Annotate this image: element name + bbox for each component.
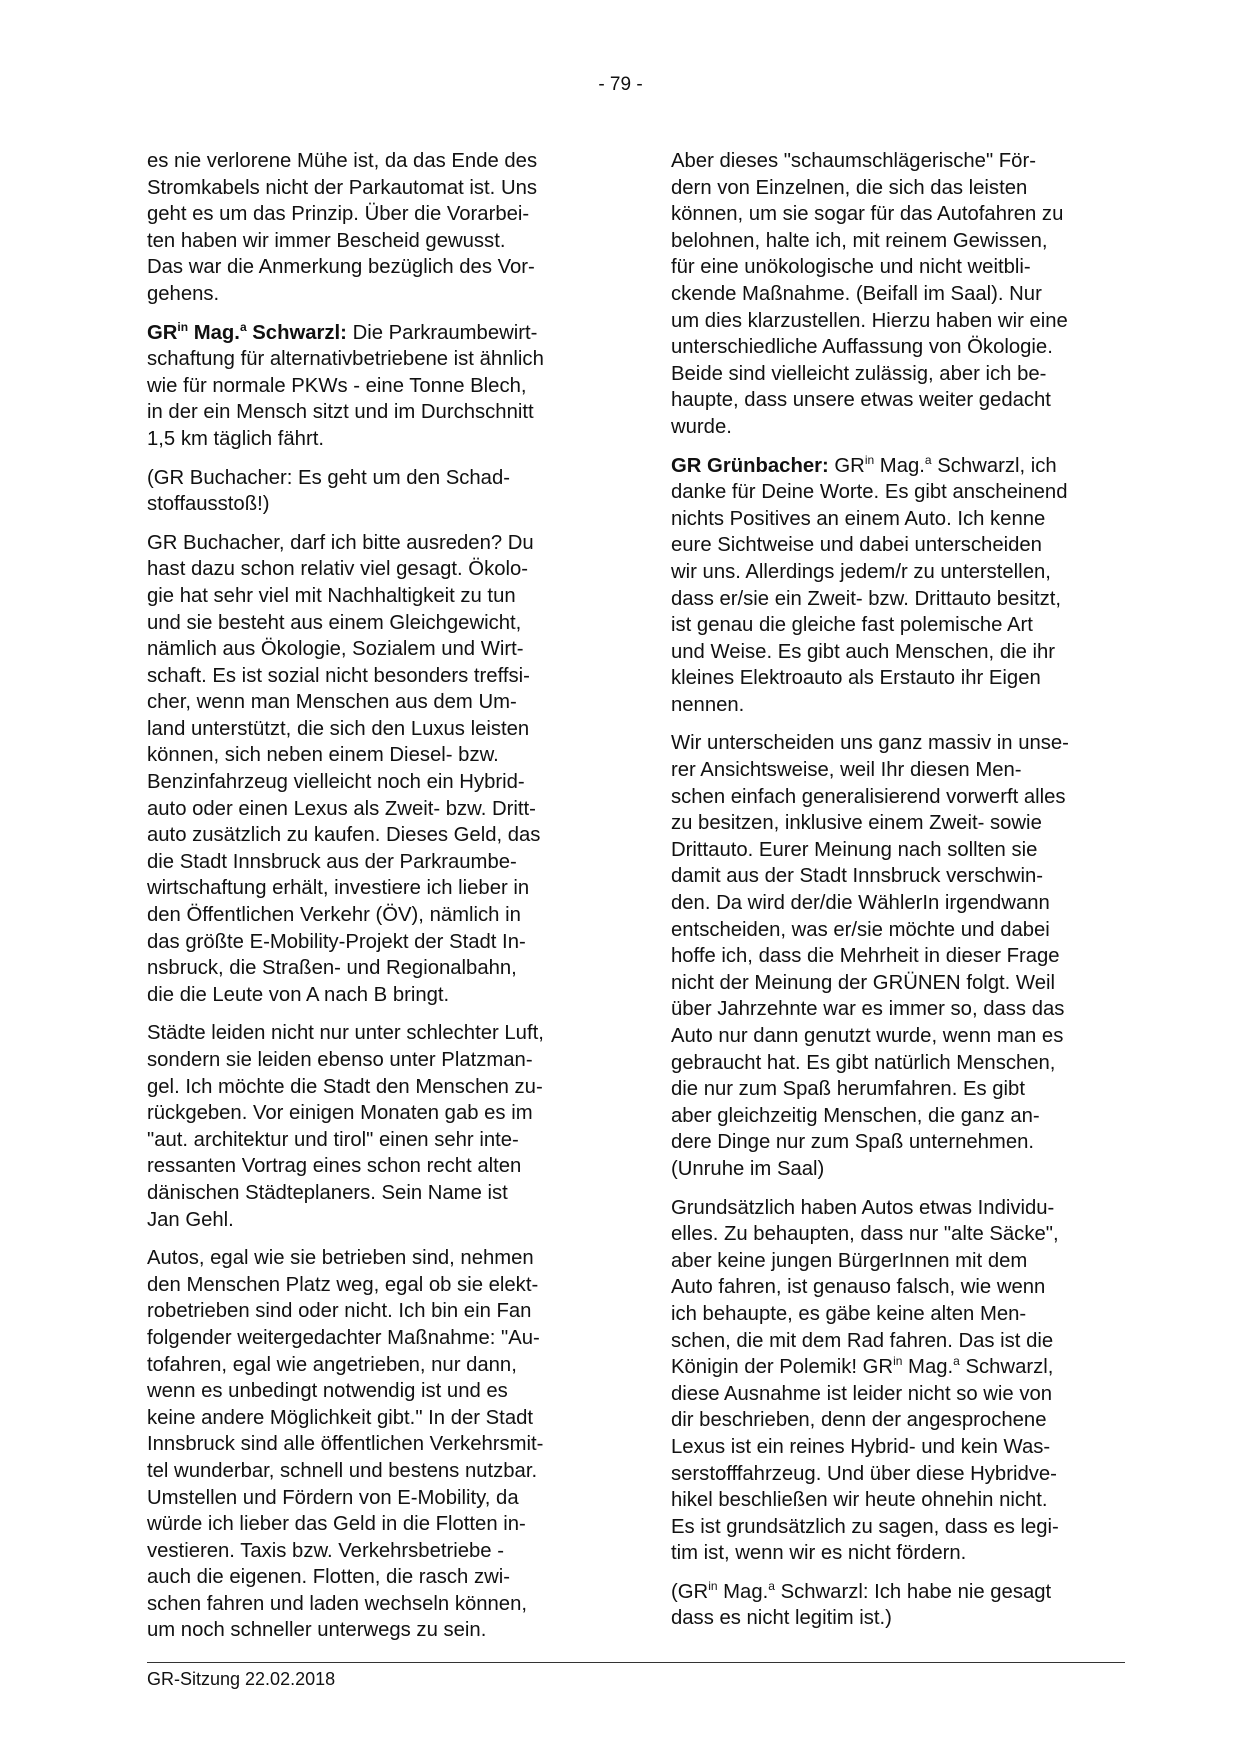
paragraph: Städte leiden nicht nur unter schlechter Luft, sondern sie leiden ebenso unter Platzman- gel. Ich möchte die Stadt den Menschen zu- rückgeben. Vor einigen Monaten gab es im "aut. architektur und tirol" einen sehr inte- ressanten Vortrag eines schon recht alten dänischen Städteplaners. Sein Name ist Jan Gehl. (147, 1022, 544, 1231)
interjection: ($GR^{in}$ Mag.$^a$ Schwarzl: Ich habe nie gesagt dass es nicht legitim ist.) (671, 1579, 1052, 1630)
interjection: (GR Buchacher: Es geht um den Schad- stoffausstoß!) (147, 466, 510, 516)
paragraph: Autos, egal wie sie betrieben sind, nehmen den Menschen Platz weg, egal ob sie elekt- robetrieben sind oder nicht. Ich bin ein Fan folgender weitergedachter Maßnahme: "Au- tofahren, egal wie angetrieben, nur dann, wenn es unbedingt notwendig ist und es keine andere Möglichkeit gibt." In der Stadt Innsbruck sind alle öffentlichen Verkehrsmit- tel wunderbar, schnell und bestens nutzbar. Umstellen und Fördern von E-Mobility, da würde ich lieber das Geld in die Flotten in- vestieren. Taxis bzw. Verkehrsbetriebe - auch die eigenen. Flotten, die rasch zwi- schen fahren und laden wechseln können, um noch schneller unterwegs zu sein. (147, 1247, 544, 1642)
footer-divider (147, 1662, 1125, 1663)
speaker-label: GR Grünbacher: (671, 454, 829, 477)
paragraph-text: Schwarzl, ich danke für Deine Worte. Es gibt anscheinend nichts Positives an einem Auto. Ich kenne eure Sichtweise und dabei unterscheiden wir uns. Allerdings jedem/r zu unterstellen, dass er/sie ein Zweit- bzw. Drittauto besitzt, ist genau die gleiche fast polemische Art und Weise. Es gibt auch Menschen, die ihr kleines Elektroauto als Erstauto ihr Eigen nennen. (671, 454, 1068, 716)
paragraph: es nie verlorene Mühe ist, da das Ende des Stromkabels nicht der Parkautomat ist. Uns geht es um das Prinzip. Über die Vorarbei- ten haben wir immer Bescheid gewusst. Das war die Anmerkung bezüglich des Vor- gehens. (147, 150, 538, 305)
paragraph: Wir unterscheiden uns ganz massiv in unse- rer Ansichtsweise, weil Ihr diesen Men- schen einfach generalisierend vorwerft alles zu besitzen, inklusive einem Zweit- sowie Drittauto. Eurer Meinung nach sollten sie damit aus der Stadt Innsbruck verschwin- den. Da wird der/die WählerIn irgendwann entscheiden, was er/sie möchte und dabei hoffe ich, dass die Mehrheit in dieser Frage nicht der Meinung der GRÜNEN folgt. Weil über Jahrzehnte war es immer so, dass das Auto nur dann genutzt wurde, wenn man es gebraucht hat. Es gibt natürlich Menschen, die nur zum Spaß herumfahren. Es gibt aber gleichzeitig Menschen, die ganz an- dere Dinge nur zum Spaß unternehmen. (Unruhe im Saal) (671, 732, 1069, 1180)
paragraph: Grundsätzlich haben Autos etwas Individu- elles. Zu behaupten, dass nur "alte Säcke", aber keine jungen BürgerInnen mit dem Auto fahren, ist genauso falsch, wie wenn ich behaupte, es gäbe keine alten Men- schen, die mit dem Rad fahren. Das ist die Königin der Polemik! $GR^{in}$ Mag.$^a$ Schwarzl, diese Ausnahme ist leider nicht so wie von dir beschrieben, denn der angesprochene Lexus ist ein reines Hybrid- und kein Was- serstofffahrzeug. Und über diese Hybridve- hikel beschließen wir heute ohnehin nicht. Es ist grundsätzlich zu sagen, dass es legi- tim ist, wenn wir es nicht fördern. (671, 1196, 1059, 1565)
page-number: - 79 - (598, 74, 643, 95)
paragraph-speaker-schwarzl (147, 320, 601, 453)
paragraph: Aber dieses "schaumschlägerische" För- dern von Einzelnen, die sich das leisten können, um sie sogar für das Autofahren zu belohnen, halte ich, mit reinem Gewissen, für eine unökologische und nicht weitbli- ckende Maßnahme. (Beifall im Saal). Nur um dies klarzustellen. Hierzu haben wir eine unterschiedliche Auffassung von Ökologie. Beide sind vielleicht zulässig, aber ich be- haupte, dass unsere etwas weiter gedacht wurde. (671, 150, 1068, 438)
paragraph-text: Die Parkraumbewirt- schaftung für alternativbetriebene ist ähnlich wie für normale PKWs - eine Tonne Blech, in der ein Mensch sitzt und im Durchschnitt 1,5 km täglich fährt. (147, 321, 544, 450)
paragraph-speaker-gruenbacher: GR Grünbacher: $GR^{in}$ Mag.$^a$ Schwarzl, ich danke für Deine Worte. Es gibt anscheinend nichts Positives an einem Auto. Ich kenne eure Sichtweise und dabei unterscheiden wir uns. Allerdings jedem/r zu unterstellen, dass er/sie ein Zweit- bzw. Drittauto besitzt, ist genau die gleiche fast polemische Art und Weise. Es gibt auch Menschen, die ihr kleines Elektroauto als Erstauto ihr Eigen nennen. (671, 452, 1068, 716)
left-column (147, 148, 601, 1656)
speaker-label: $GR^{in}$ Mag.$^a$ Schwarzl: (147, 319, 347, 344)
paragraph: GR Buchacher, darf ich bitte ausreden? Du hast dazu schon relativ viel gesagt. Ökolo- gie hat sehr viel mit Nachhaltigkeit zu tun und sie besteht aus einem Gleichgewicht, nämlich aus Ökologie, Sozialem und Wirt- schaft. Es ist sozial nicht besonders treffsi- cher, wenn man Menschen aus dem Um- land unterstützt, die sich den Luxus leisten können, sich neben einem Diesel- bzw. Benzinfahrzeug vielleicht noch ein Hybrid- auto oder einen Lexus als Zweit- bzw. Dritt- auto zusätzlich zu kaufen. Dieses Geld, das die Stadt Innsbruck aus der Parkraumbe- wirtschaftung erhält, investiere ich lieber in den Öffentlichen Verkehr (ÖV), nämlich in das größte E-Mobility-Projekt der Stadt In- nsbruck, die Straßen- und Regionalbahn, die die Leute von A nach B bringt. (147, 531, 541, 1006)
footer-session-date: GR-Sitzung 22.02.2018 (147, 1669, 336, 1689)
right-column (671, 148, 1125, 1644)
